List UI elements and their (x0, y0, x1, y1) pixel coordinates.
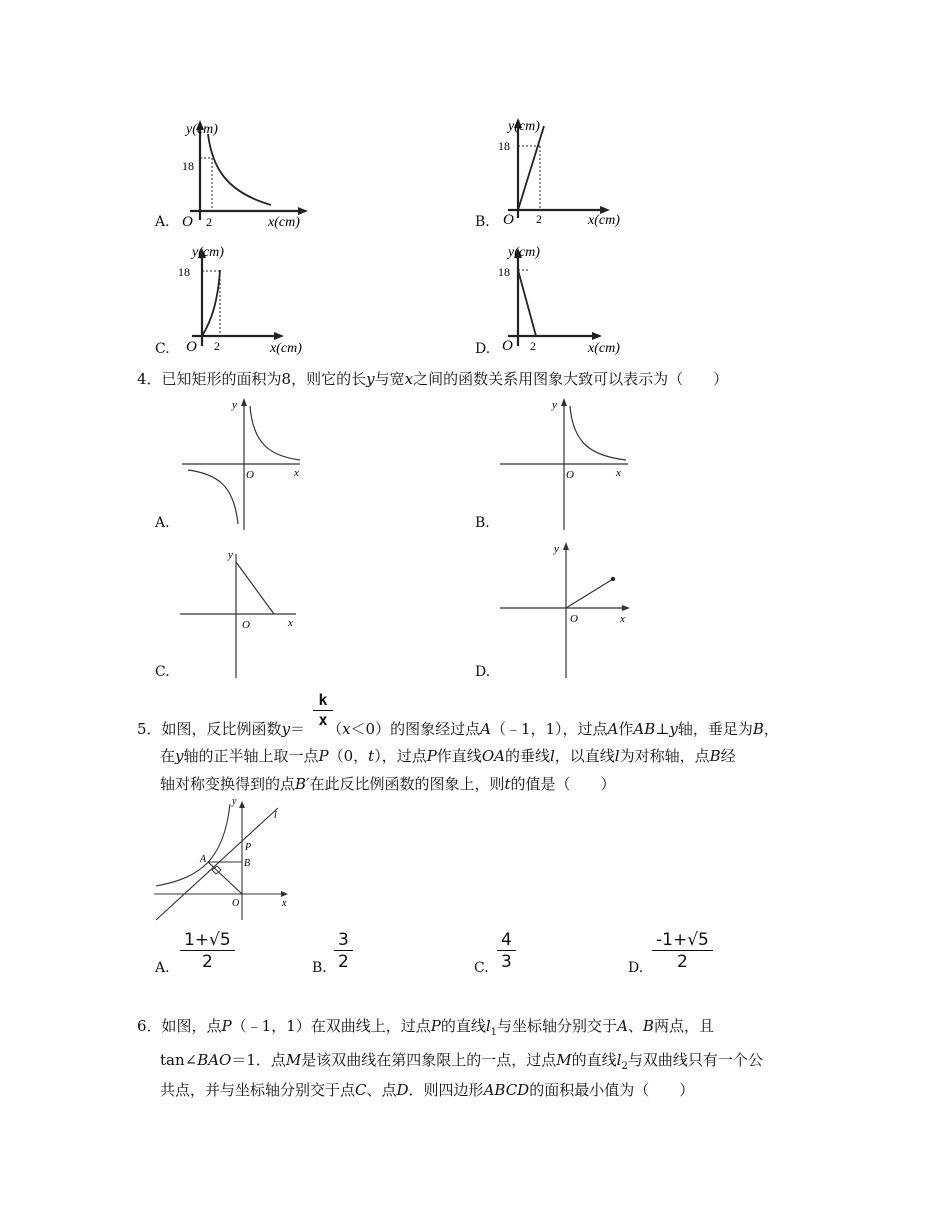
axis-x-label: x(cm) (270, 341, 302, 356)
origin-label: O (242, 619, 250, 631)
q6-question-line3: 共点，并与坐标轴分别交于点C、点D．则四边形ABCD的面积最小值为（ ） (160, 1081, 695, 1099)
q3-option-c-label[interactable]: C. (155, 341, 170, 357)
axis-y-label: y (552, 399, 557, 411)
tick-y-label: 18 (498, 265, 510, 279)
origin-label: O (246, 469, 254, 481)
tick-x-label: 2 (214, 339, 220, 353)
question-number: 6． (137, 1017, 162, 1035)
q5-option-d-fraction: $\frac{-1+√5}{2}$ (652, 930, 713, 973)
q4-option-b-label[interactable]: B. (475, 515, 490, 531)
q6-question-line1: 6．如图，点P（﹣1，1）在双曲线上，过点P的直线$l_1$与坐标轴分别交于A、B两点，且 (137, 1017, 714, 1038)
q4-option-b-graph (496, 394, 636, 532)
origin-label: O (186, 339, 197, 355)
fig-b-label: B (244, 858, 251, 869)
q4-question-text: 4．已知矩形的面积为8，则它的长y与宽x之间的函数关系用图象大致可以表示为（ ） (137, 370, 729, 388)
axis-y-label: y (232, 399, 237, 411)
fig-x-label: x (282, 898, 287, 909)
line-l (156, 808, 278, 920)
fig-l-label: l (274, 810, 277, 821)
hyperbola-branch (570, 406, 626, 460)
q4-option-c-label[interactable]: C. (155, 664, 170, 680)
axis-x-label: x(cm) (268, 215, 300, 230)
axis-x-label: x (294, 467, 299, 479)
question-number: 4． (137, 370, 162, 388)
axis-y-label: y (554, 543, 559, 555)
tick-y-label: 18 (498, 139, 510, 153)
origin-label: O (566, 469, 574, 481)
q5-figure (150, 796, 300, 924)
q5-option-a-fraction: $\frac{1+√5}{2}$ (180, 930, 235, 973)
segment-oa (208, 862, 242, 894)
axis-x-label: x (616, 467, 621, 479)
q4-option-c-graph (178, 544, 308, 680)
q3-option-b-label[interactable]: B. (475, 214, 490, 230)
decreasing-segment (236, 562, 274, 614)
q3-option-a-label[interactable]: A. (155, 214, 170, 230)
q5-option-b-fraction: $\frac{3}{2}$ (334, 930, 353, 973)
q5-option-a-label[interactable]: A. (155, 960, 170, 976)
tick-x-label: 2 (206, 215, 212, 229)
q5-frac-k: k x (313, 690, 333, 729)
axis-x-label: x(cm) (588, 341, 620, 356)
q3-option-c-graph (176, 240, 316, 356)
origin-label: O (502, 338, 513, 354)
axis-y-label: y(cm) (508, 119, 540, 134)
decreasing-line (518, 270, 536, 336)
axis-x-label: x (288, 617, 293, 629)
tick-x-label: 2 (530, 339, 536, 353)
hyperbola-branch-right (250, 406, 300, 460)
hyperbola-curve (156, 804, 230, 886)
axis-y-label: y (228, 549, 233, 561)
q5-option-c-label[interactable]: C. (474, 960, 489, 976)
q4-option-a-graph (178, 394, 308, 532)
q3-option-a-graph (176, 112, 316, 230)
q5-question-line3: 轴对称变换得到的点B′在此反比例函数的图象上，则t的值是（ ） (160, 775, 616, 793)
q6-question-line2: tan∠BAO＝1．点M是该双曲线在第四象限上的一点，过点M的直线$l_2$与双曲线只有一个公 (160, 1051, 763, 1072)
q5-question-line2: 在y轴的正半轴上取一点P（0，t），过点P作直线OA的垂线l，以直线l为对称轴，点B经 (160, 747, 736, 765)
tick-y-label: 18 (178, 265, 190, 279)
fig-p-label: P (245, 842, 252, 853)
q3-option-d-label[interactable]: D. (475, 341, 491, 357)
endpoint-dot (611, 577, 615, 581)
origin-label: O (182, 214, 193, 230)
tick-x-label: 2 (536, 212, 542, 226)
origin-label: O (503, 212, 514, 228)
q3-option-d-graph (494, 240, 634, 356)
q5-option-d-label[interactable]: D. (628, 960, 644, 976)
hyperbola-branch-left (188, 470, 238, 524)
axis-y-label: y(cm) (192, 245, 224, 260)
q5-option-b-label[interactable]: B. (312, 960, 327, 976)
q4-option-d-label[interactable]: D. (475, 664, 491, 680)
axis-x-label: x (620, 613, 625, 625)
axis-x-label: x(cm) (588, 213, 620, 228)
q5-option-c-fraction: $\frac{4}{3}$ (497, 930, 516, 973)
question-number: 5． (137, 720, 162, 738)
fig-o-label: O (232, 898, 240, 909)
axis-y-label: y(cm) (186, 122, 218, 137)
tick-y-label: 18 (182, 159, 194, 173)
q3-option-b-graph (494, 106, 634, 230)
origin-label: O (570, 613, 578, 625)
q5-question-line1: 5．如图，反比例函数y＝ （x＜0）的图象经过点A（﹣1，1），过点A作AB⊥y轴，垂足为B， (137, 720, 779, 738)
q4-option-a-label[interactable]: A. (155, 515, 170, 531)
fig-a-label: A (200, 854, 207, 865)
q4-option-d-graph (496, 536, 636, 680)
increasing-segment (566, 579, 613, 608)
axis-y-label: y(cm) (508, 245, 540, 260)
parabola-curve (202, 270, 220, 336)
fig-y-label: y (232, 796, 237, 807)
hyperbola-curve (208, 134, 271, 205)
